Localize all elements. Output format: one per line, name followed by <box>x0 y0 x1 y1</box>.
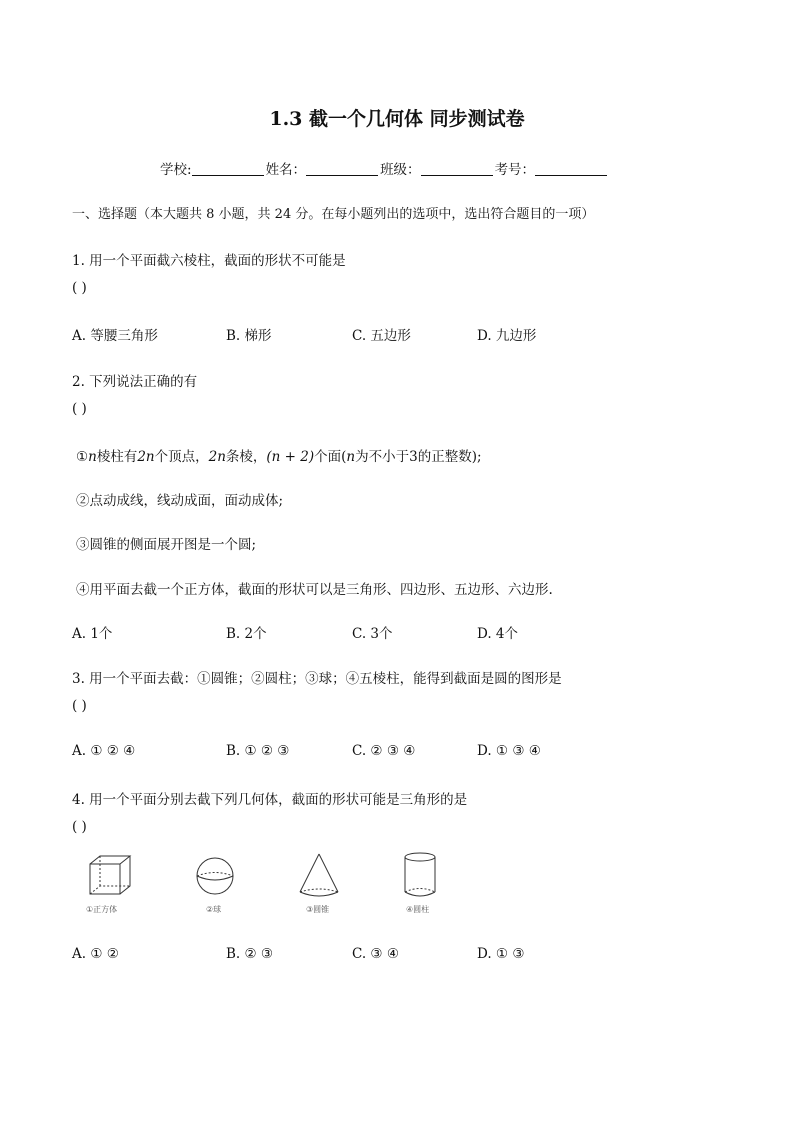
question-1-option-b[interactable]: B. 梯形 <box>226 328 272 344</box>
question-4-option-b[interactable]: B. ② ③ <box>226 946 273 962</box>
school-blank[interactable] <box>192 161 264 176</box>
question-1-option-d[interactable]: D. 九边形 <box>477 328 537 344</box>
question-4-paren: ( ) <box>72 819 87 835</box>
question-4-option-a[interactable]: A. ① ② <box>72 946 119 962</box>
question-1-paren: ( ) <box>72 280 87 296</box>
question-2-option-d[interactable]: D. 4个 <box>477 626 519 642</box>
cylinder-figure <box>400 848 440 904</box>
question-3-option-d[interactable]: D. ① ③ ④ <box>477 743 541 759</box>
question-3-option-c[interactable]: C. ② ③ ④ <box>352 743 416 759</box>
question-1-stem: 1. 用一个平面截六棱柱，截面的形状不可能是 <box>72 253 346 269</box>
name-blank[interactable] <box>306 161 378 176</box>
sphere-figure <box>192 848 240 904</box>
question-2-statement-1: ①n棱柱有2n个顶点，2n条棱，(n + 2)个面(n为不小于3的正整数); <box>76 449 482 465</box>
question-3-paren: ( ) <box>72 698 87 714</box>
number-label: 考号： <box>494 162 536 178</box>
question-4-option-c[interactable]: C. ③ ④ <box>352 946 399 962</box>
question-2-option-c[interactable]: C. 3个 <box>352 626 393 642</box>
number-blank[interactable] <box>535 161 607 176</box>
section-heading: 一、选择题（本大题共 8 小题，共 24 分。在每小题列出的选项中，选出符合题目的一项） <box>72 207 595 222</box>
question-2-option-a[interactable]: A. 1个 <box>72 626 113 642</box>
cube-figure <box>84 848 134 904</box>
question-3-option-b[interactable]: B. ① ② ③ <box>226 743 290 759</box>
name-label: 姓名： <box>265 162 307 178</box>
question-2-statement-2: ②点动成线，线动成面，面动成体; <box>76 493 284 509</box>
question-2-statement-4: ④用平面去截一个正方体，截面的形状可以是三角形、四边形、五边形、六边形. <box>76 582 553 598</box>
question-3-stem: 3. 用一个平面去截：①圆锥；②圆柱；③球；④五棱柱，能得到截面是圆的图形是 <box>72 671 562 687</box>
question-4-option-d[interactable]: D. ① ③ <box>477 946 525 962</box>
question-2-statement-3: ③圆锥的侧面展开图是一个圆; <box>76 537 257 553</box>
question-3-option-a[interactable]: A. ① ② ④ <box>72 743 136 759</box>
question-1-option-c[interactable]: C. 五边形 <box>352 328 411 344</box>
cylinder-caption: ④圆柱 <box>406 905 430 914</box>
cone-figure <box>294 848 344 904</box>
question-2-stem: 2. 下列说法正确的有 <box>72 374 198 390</box>
question-4-stem: 4. 用一个平面分别去截下列几何体，截面的形状可能是三角形的是 <box>72 792 468 808</box>
page-title: 1.3 截一个几何体 同步测试卷 <box>269 108 525 130</box>
sphere-caption: ②球 <box>206 905 222 914</box>
class-blank[interactable] <box>421 161 493 176</box>
question-1-option-a[interactable]: A. 等腰三角形 <box>72 328 158 344</box>
student-info-line <box>160 158 609 178</box>
school-label: 学校: <box>160 162 192 178</box>
class-label: 班级： <box>380 162 421 178</box>
cone-caption: ③圆锥 <box>306 905 330 914</box>
question-2-option-b[interactable]: B. 2个 <box>226 626 267 642</box>
question-4-figures <box>84 848 464 918</box>
cube-caption: ①正方体 <box>86 905 118 914</box>
question-2-paren: ( ) <box>72 401 87 417</box>
